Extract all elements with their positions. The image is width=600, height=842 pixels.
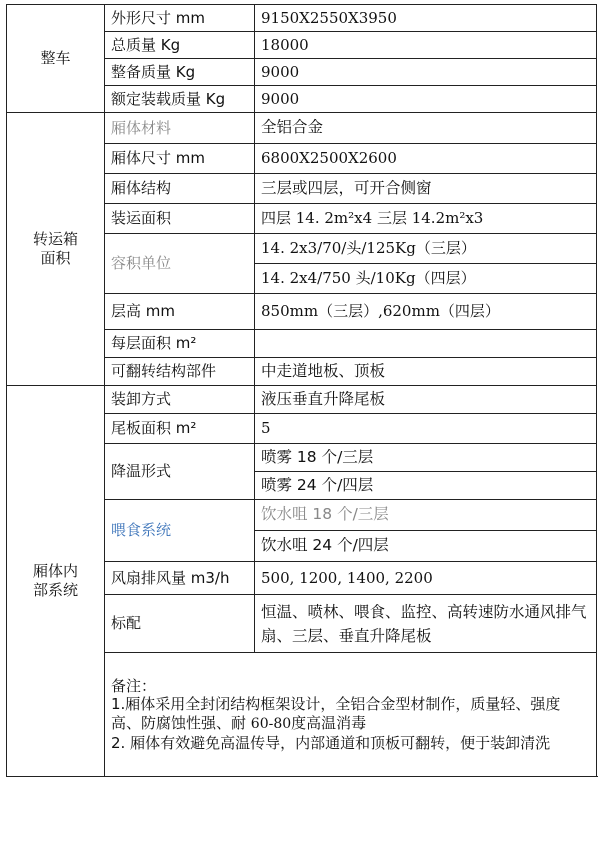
row-label: 整备质量 Kg xyxy=(105,59,255,86)
row-label: 降温形式 xyxy=(105,444,255,500)
row-value: 9000 xyxy=(255,86,597,113)
row-value: 14. 2x3/70/头/125Kg（三层） xyxy=(255,234,597,264)
row-value: 18000 xyxy=(255,32,597,59)
spec-table xyxy=(6,4,597,777)
notes-cell xyxy=(105,653,597,777)
note-1-number: 60-80 xyxy=(250,716,292,733)
row-label: 可翻转结构部件 xyxy=(105,358,255,386)
row-value xyxy=(255,330,597,358)
row-value: 500, 1200, 1400, 2200 xyxy=(255,562,597,595)
row-value: 全铝合金 xyxy=(255,113,597,144)
group-transport xyxy=(7,113,105,386)
row-label: 厢体结构 xyxy=(105,174,255,204)
note-1-text-b: 度高温消毒 xyxy=(291,714,367,733)
row-value: 四层 14. 2m²x4 三层 14.2m²x3 xyxy=(255,204,597,234)
row-value: 中走道地板、顶板 xyxy=(255,358,597,386)
note-line-2: 2. 厢体有效避免高温传导，内部通道和顶板可翻转，便于装卸清洗 xyxy=(111,733,551,752)
row-label: 喂食系统 xyxy=(105,500,255,562)
row-label: 层高 mm xyxy=(105,294,255,330)
row-value: 喷雾 24 个/四层 xyxy=(255,472,597,500)
row-value: 850mm（三层）,620mm（四层） xyxy=(255,294,597,330)
row-label: 容积单位 xyxy=(105,234,255,294)
row-label: 每层面积 m² xyxy=(105,330,255,358)
table-row xyxy=(7,113,597,144)
table-row xyxy=(7,5,597,32)
row-label: 风扇排风量 m3/h xyxy=(105,562,255,595)
row-label: 总质量 Kg xyxy=(105,32,255,59)
row-label: 外形尺寸 mm xyxy=(105,5,255,32)
row-value: 饮水咀 24 个/四层 xyxy=(255,531,597,562)
row-value: 饮水咀 18 个/三层 xyxy=(255,500,597,531)
group-interior xyxy=(7,386,105,777)
row-value: 喷雾 18 个/三层 xyxy=(255,444,597,472)
row-label: 装运面积 xyxy=(105,204,255,234)
group-vehicle: 整车 xyxy=(7,5,105,113)
table-row xyxy=(7,386,597,414)
row-label: 标配 xyxy=(105,595,255,653)
row-label: 装卸方式 xyxy=(105,386,255,414)
row-label: 厢体尺寸 mm xyxy=(105,144,255,174)
row-value: 9000 xyxy=(255,59,597,86)
row-label: 额定装载质量 Kg xyxy=(105,86,255,113)
group-interior-label: 厢体内 部系统 xyxy=(32,562,78,599)
row-value: 液压垂直升降尾板 xyxy=(255,386,597,414)
notes-title: 备注： xyxy=(111,676,157,695)
note-line-1 xyxy=(111,695,590,733)
spec-sheet xyxy=(6,4,596,838)
row-value: 14. 2x4/750 头/10Kg（四层） xyxy=(255,264,597,294)
row-value: 5 xyxy=(255,414,597,444)
row-value: 6800X2500X2600 xyxy=(255,144,597,174)
row-value: 恒温、喷林、喂食、监控、高转速防水通风排气扇、三层、垂直升降尾板 xyxy=(255,595,597,653)
row-value: 9150X2550X3950 xyxy=(255,5,597,32)
note-1-text-a: 1.厢体采用全封闭结构框架设计，全铝合金型材制作，质量轻、强度高、防腐蚀性强、耐 xyxy=(111,695,561,733)
group-transport-label: 转运箱 面积 xyxy=(32,230,78,267)
row-value: 三层或四层，可开合侧窗 xyxy=(255,174,597,204)
row-label: 厢体材料 xyxy=(105,113,255,144)
row-label: 尾板面积 m² xyxy=(105,414,255,444)
